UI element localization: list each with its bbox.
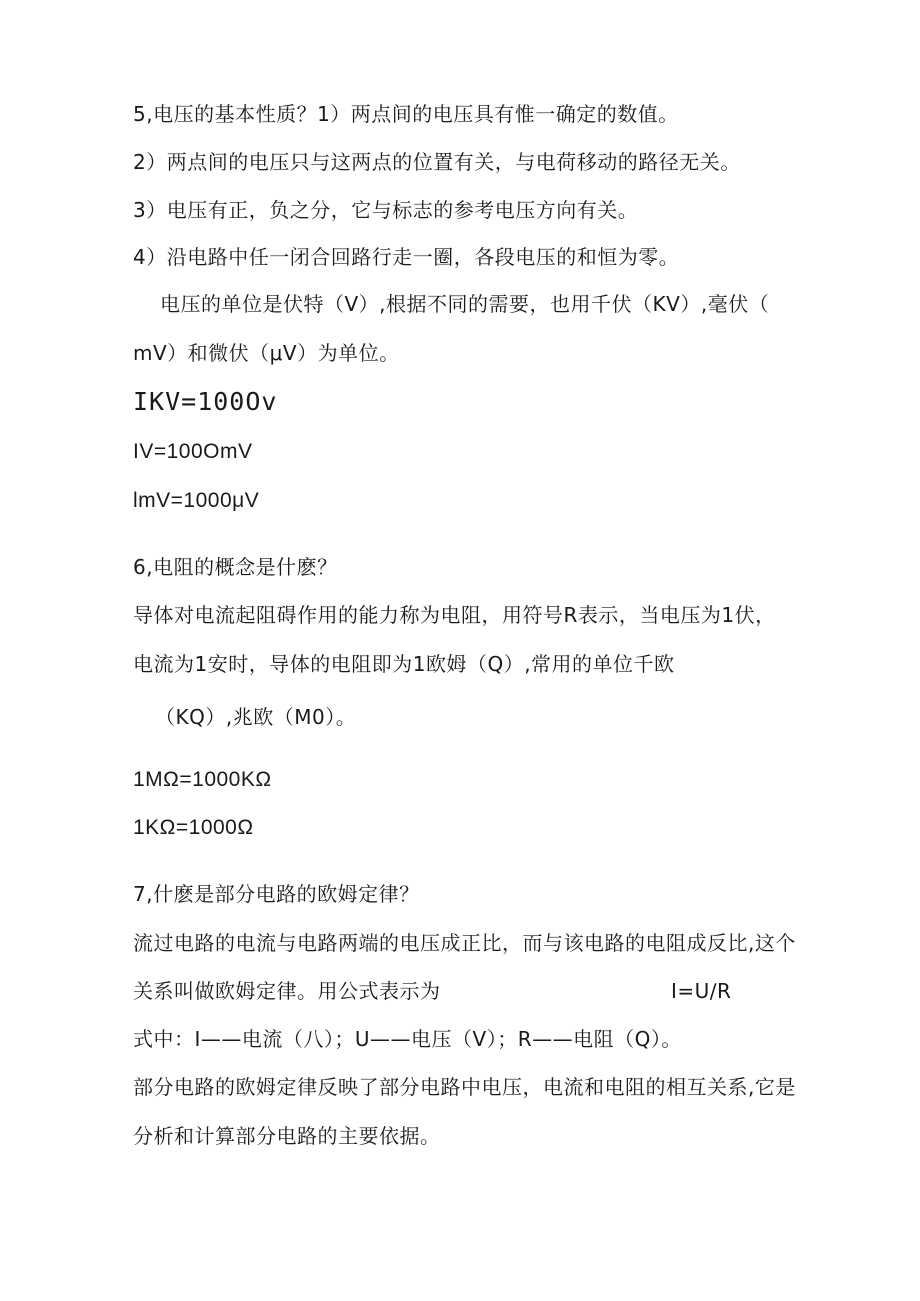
question-6: 6,电阻的概念是什麽？ — [133, 555, 338, 579]
voltage-property-4: 4）沿电路中任一闭合回路行走一圈，各段电压的和恒为零。 — [133, 245, 680, 269]
ohm-law-line-4: 部分电路的欧姆定律反映了部分电路中电压，电流和电阻的相互关系,它是 — [133, 1075, 796, 1099]
voltage-equation-3: lmV=1000μV — [133, 489, 260, 512]
ohm-law-line-1: 流过电路的电流与电路两端的电压成正比，而与该电路的电阻成反比,这个 — [133, 931, 796, 955]
resistance-equation-2: 1KΩ=1000Ω — [133, 816, 254, 839]
voltage-equation-1: IKV=100Ov — [133, 387, 278, 416]
ohm-law-line-5: 分析和计算部分电路的主要依据。 — [133, 1124, 441, 1148]
voltage-property-3: 3）电压有正，负之分，它与标志的参考电压方向有关。 — [133, 198, 639, 222]
ohm-law-symbols: 式中：I——电流（八）；U——电压（V）；R——电阻（Q）。 — [133, 1027, 682, 1051]
resistance-equation-1: 1MΩ=1000KΩ — [133, 768, 272, 791]
voltage-equation-2: IV=100OmV — [133, 440, 253, 463]
ohm-law-line-2 — [133, 977, 732, 1005]
resistance-line-2: 电流为1安时，导体的电阻即为1欧姆（Q）,常用的单位千欧 — [133, 652, 675, 676]
voltage-unit-line-2: mV）和微伏（μV）为单位。 — [133, 341, 400, 365]
ohm-law-text: 关系叫做欧姆定律。用公式表示为 — [133, 979, 441, 1003]
voltage-property-2: 2）两点间的电压只与这两点的位置有关，与电荷移动的路径无关。 — [133, 150, 741, 174]
resistance-line-1: 导体对电流起阻碍作用的能力称为电阻，用符号R表示，当电压为1伏， — [133, 603, 776, 627]
resistance-line-3: （KQ）,兆欧（M0）。 — [155, 705, 357, 729]
question-5: 5,电压的基本性质？1）两点间的电压具有惟一确定的数值。 — [133, 102, 679, 126]
ohm-law-formula: I=U∕R — [671, 979, 732, 1003]
voltage-unit-line-1: 电压的单位是伏特（V）,根据不同的需要，也用千伏（KV）,毫伏（ — [160, 292, 770, 316]
question-7: 7,什麽是部分电路的欧姆定律？ — [133, 882, 420, 906]
